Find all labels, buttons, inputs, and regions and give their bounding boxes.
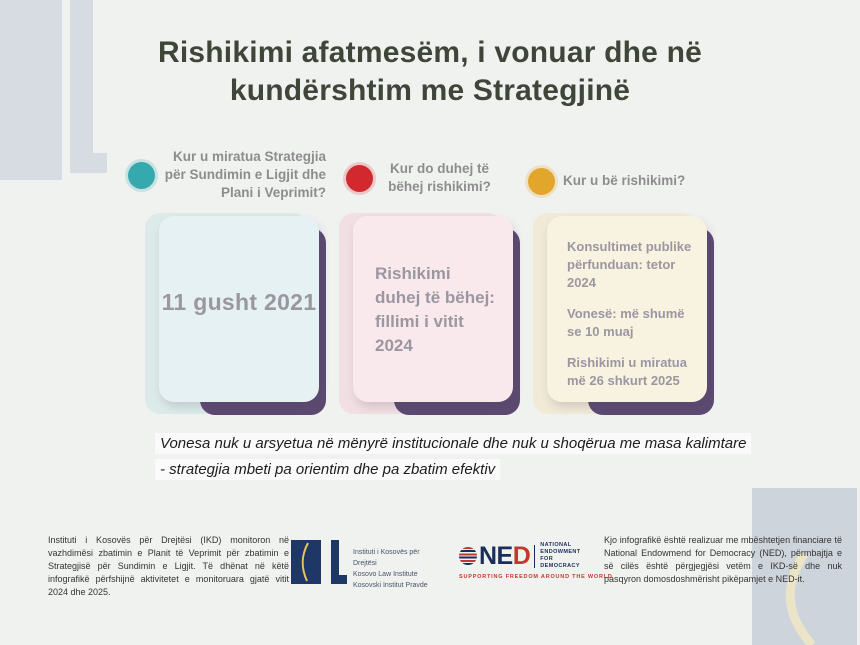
ikd-square-icon: [291, 540, 321, 584]
card-main: [547, 216, 707, 402]
summary-note: [155, 431, 747, 482]
card-text: [547, 216, 707, 390]
question-strategy-approved: [128, 148, 326, 203]
watermark-bar-foot-topleft: [70, 153, 107, 173]
ikd-gold-curve-icon: [291, 540, 321, 584]
page-title-line2: kundërshtim me Strategjinë: [229, 73, 631, 107]
ned-globe-icon: [459, 547, 477, 565]
ned-org-text: NATIONAL ENDOWMENT FOR DEMOCRACY: [540, 542, 581, 570]
card-review-outcome: [533, 212, 715, 418]
teal-dot-icon: [128, 162, 155, 189]
card-text: Rishikimi duhej të bëhej: fillimi i vitit 2024: [375, 264, 495, 356]
card-approval-date: [145, 212, 327, 418]
page-title: [0, 34, 860, 109]
card-text: 11 gusht 2021: [161, 288, 317, 315]
red-dot-icon: [346, 165, 373, 192]
question-text: Kur u miratua Strategjia për Sundimin e Ligjit dhe Plani i Veprimit?: [164, 149, 326, 201]
ikd-logo: [291, 540, 445, 591]
gold-dot-icon: [528, 168, 555, 195]
footer-right-text: Kjo infografikë është realizuar me mbështetjen financiare të National Endowmend for Democracy (NED), përmbajtja e së cilës është përgjegjësi vetëm e IKD-së dhe nuk pasqyron domosdoshmërisht pikëpamjet e NED-it.: [604, 535, 842, 585]
ned-tagline: SUPPORTING FREEDOM AROUND THE WORLD: [459, 573, 613, 580]
question-text: Kur u bë rishikimi?: [563, 173, 686, 189]
page-title-line1: Rishikimi afatmesëm, i vonuar dhe në: [157, 36, 703, 69]
card-paragraph: Konsultimet publike përfunduan: tetor 2024: [567, 239, 692, 290]
footer-left-text: Instituti i Kosovës për Drejtësi (IKD) monitoron në vazhdimësi zbatimin e Planit të Veprimit për zbatimin e Strategjisë për Sundimin e Ligjit. Të dhënat në këtë infografikë përfshijnë aktivitetet e monitoruara gjatë vitit 2024 dhe 2025.: [48, 535, 289, 598]
card-main: [353, 216, 513, 402]
summary-text: Vonesa nuk u arsyetua në mënyrë institucionale dhe nuk u shoqërua me masa kalimtare - strategjia mbeti pa orientim dhe pa zbatim efektiv: [155, 433, 751, 480]
question-review-done: [528, 168, 708, 195]
card-paragraph: Vonesë: më shumë se 10 muaj: [567, 305, 685, 339]
ikd-logo-text: Instituti i Kosovës për Drejtësi Kosovo Law Institute Kosovski Institut Pravde: [353, 549, 428, 589]
ned-logo: [459, 542, 613, 580]
card-review-deadline: [339, 212, 521, 418]
ned-wordmark: NED: [479, 542, 531, 571]
card-paragraph: Rishikimi u miratua më 26 shkurt 2025: [567, 354, 687, 388]
card-main: [159, 216, 319, 402]
question-text: Kur do duhej të bëhej rishikimi?: [388, 161, 491, 195]
ned-divider: [534, 545, 535, 568]
question-review-due: [346, 160, 498, 196]
ikd-l-icon: [326, 540, 344, 584]
footer: [48, 534, 842, 599]
